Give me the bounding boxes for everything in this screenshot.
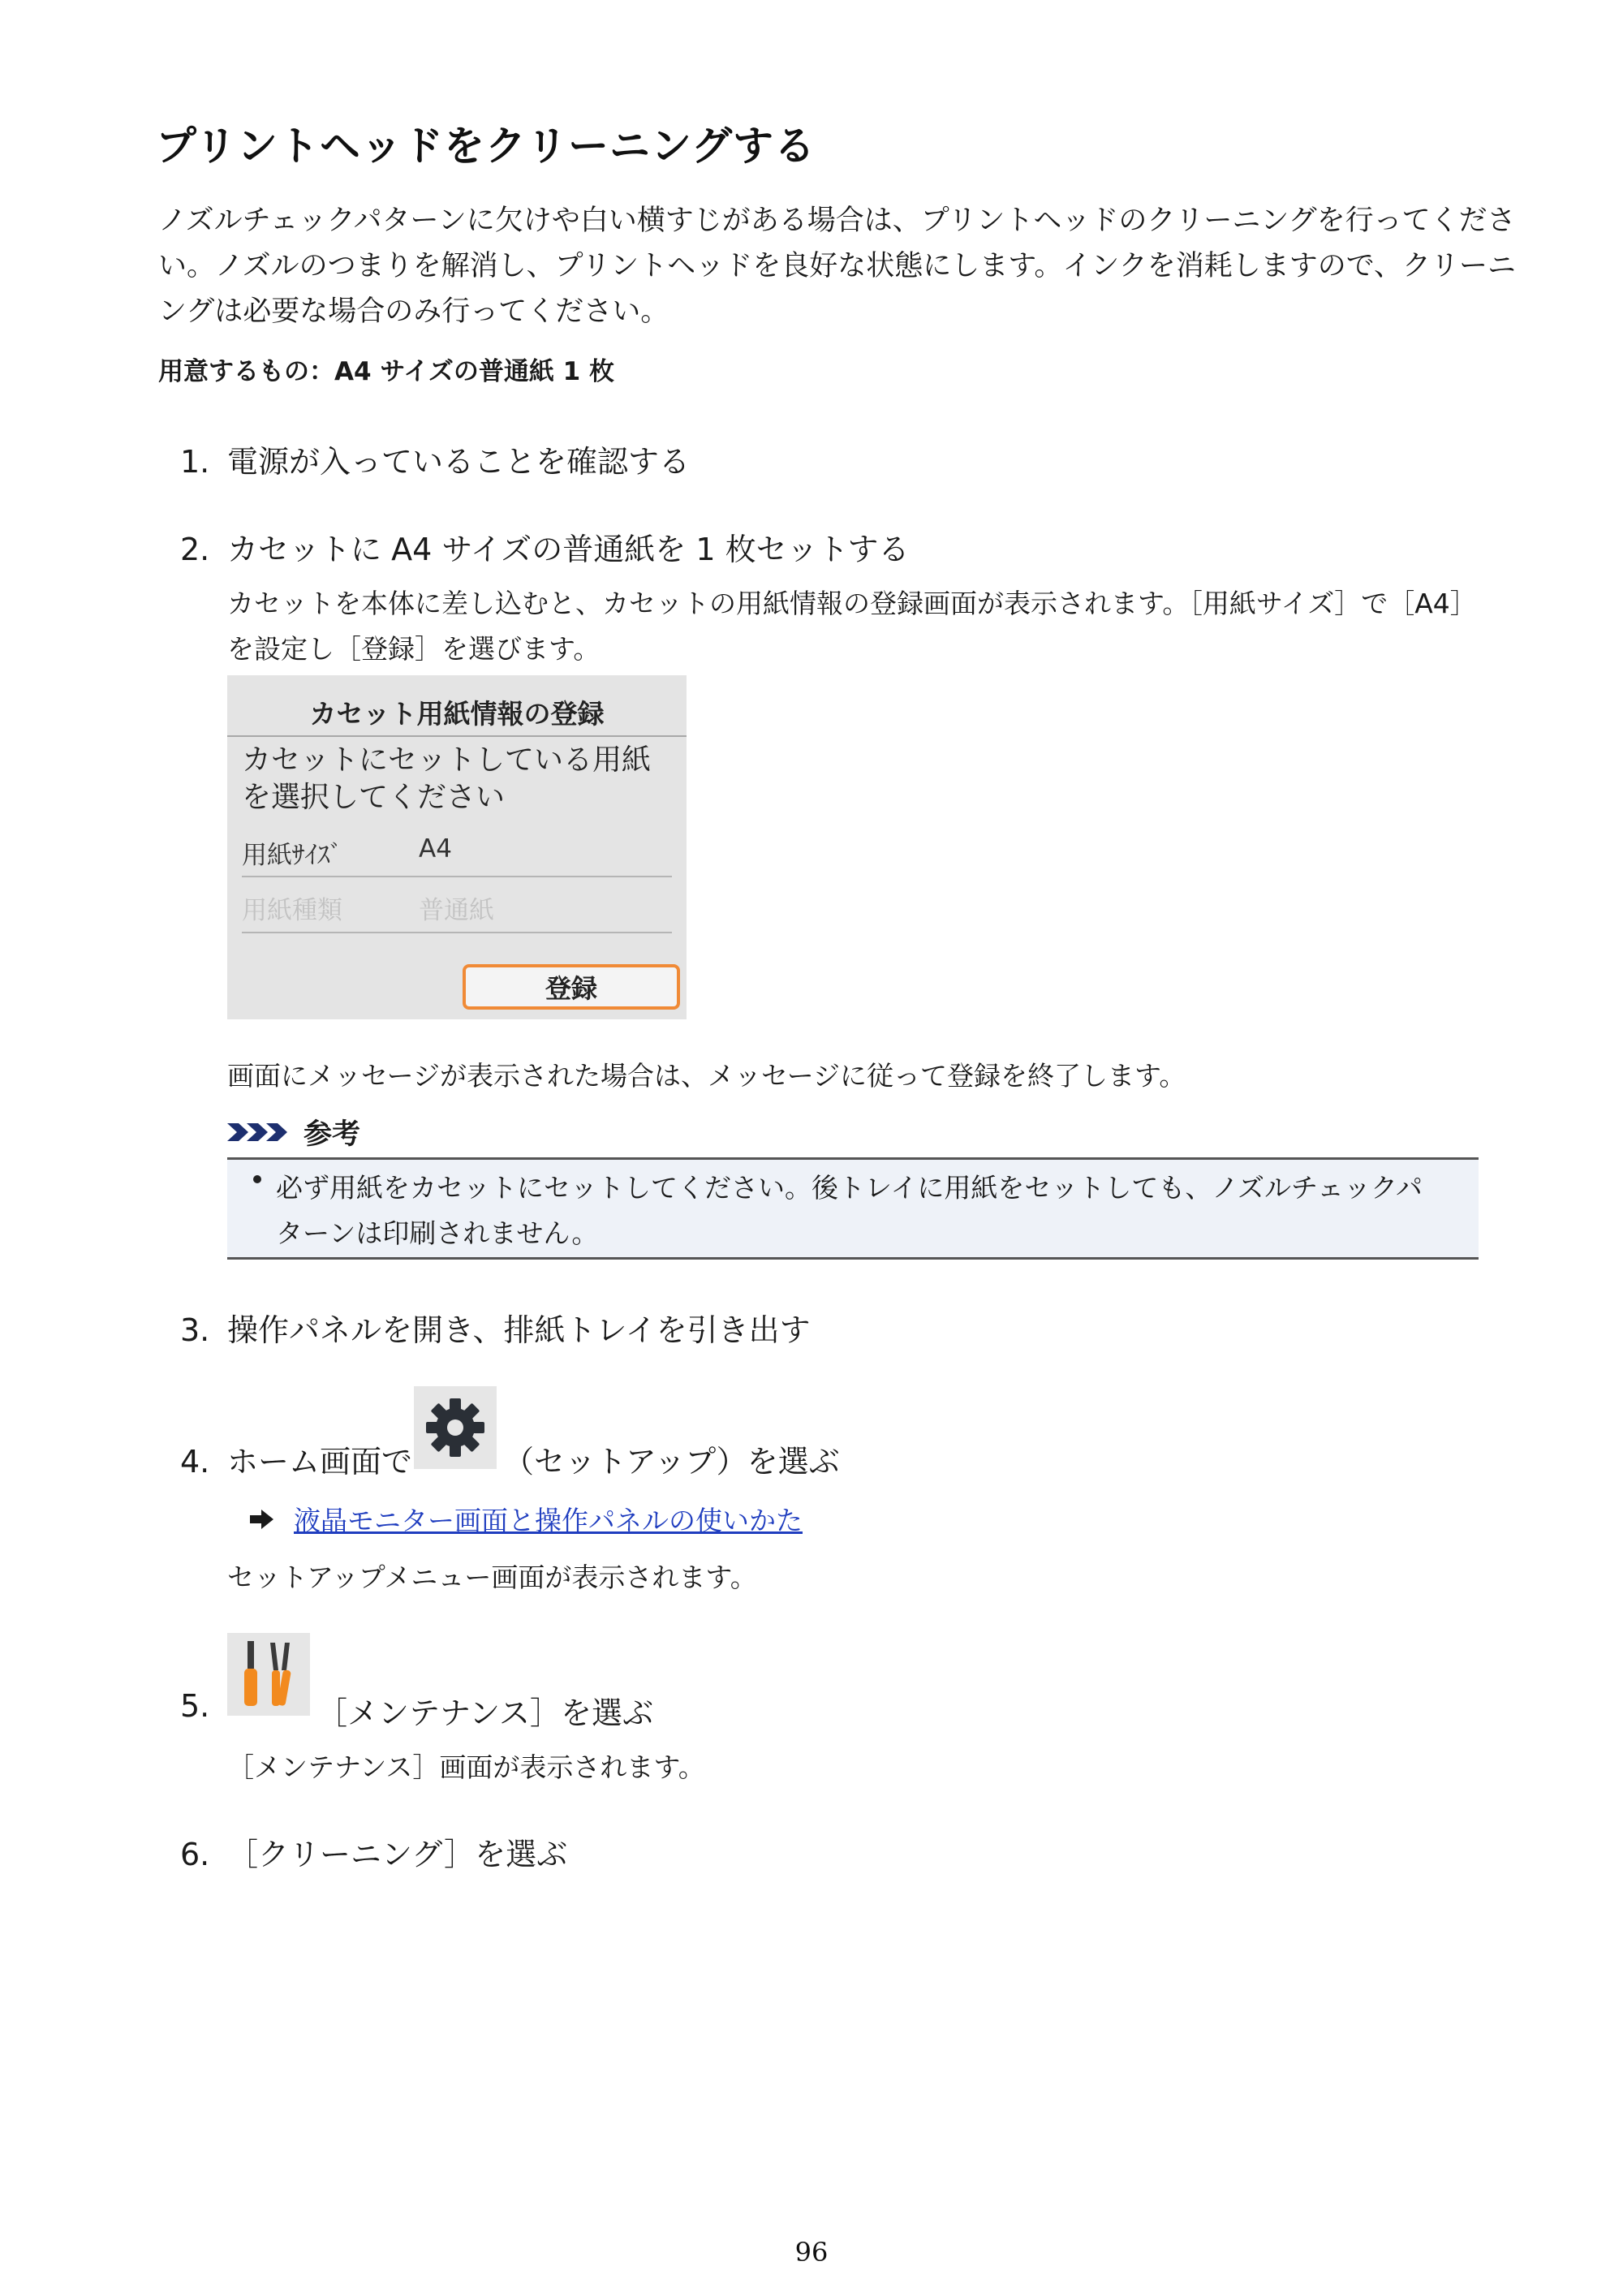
lcd-type-value: 普通紙	[419, 896, 494, 925]
reference-link-row	[250, 1500, 803, 1538]
step-number: 3.	[180, 1312, 210, 1348]
maintenance-tile[interactable]	[227, 1633, 310, 1716]
setup-gear-tile[interactable]	[414, 1386, 497, 1469]
intro-line: ノズルチェックパターンに欠けや白い横すじがある場合は、プリントヘッドのクリーニングを行ってくださ	[158, 205, 1516, 237]
note-heading	[227, 1112, 360, 1152]
lcd-divider	[242, 876, 672, 877]
step-2-after: 画面にメッセージが表示された場合は、メッセージに従って登録を終了します。	[227, 1060, 1186, 1092]
lcd-panel-guide-link[interactable]: 液晶モニター画面と操作パネルの使いかた	[294, 1505, 803, 1536]
lcd-register-button[interactable]: 登録	[463, 964, 680, 1010]
triple-chevron-icon	[227, 1120, 292, 1144]
step-4-description: セットアップメニュー画面が表示されます。	[227, 1562, 757, 1593]
step-text: 操作パネルを開き、排紙トレイを引き出す	[227, 1312, 811, 1348]
tools-icon	[236, 1638, 301, 1711]
step-number: 4.	[180, 1444, 210, 1480]
step-5-description: ［メンテナンス］画面が表示されます。	[227, 1751, 705, 1783]
lcd-type-label: 用紙種類	[242, 896, 342, 925]
lcd-message-line: カセットにセットしている用紙	[242, 743, 652, 777]
step-text: ホーム画面で	[227, 1444, 413, 1480]
note-line: ターンは印刷されません。	[276, 1217, 599, 1249]
step-number: 2.	[180, 532, 210, 567]
note-heading-label: 参考	[304, 1118, 361, 1151]
intro-line: い。ノズルのつまりを解消し、プリントヘッドを良好な状態にします。インクを消耗しますので、クリーニ	[158, 250, 1517, 282]
lcd-title: カセット用紙情報の登録	[309, 698, 605, 730]
lcd-message	[242, 742, 651, 816]
lcd-message-line: を選択してください	[242, 781, 506, 814]
page-title: プリントヘッドをクリーニングする	[156, 123, 816, 170]
lcd-screen	[227, 675, 687, 1019]
bullet	[253, 1175, 261, 1183]
step-number: 6.	[180, 1837, 210, 1872]
step-2-description	[227, 581, 1477, 672]
step-1	[180, 437, 690, 481]
intro-paragraph	[158, 198, 1517, 334]
step-5	[180, 1688, 227, 1724]
lcd-divider	[227, 735, 687, 737]
intro-line: ングは必要な場合のみ行ってください。	[158, 295, 669, 328]
step-4	[180, 1437, 412, 1481]
step-4-suffix: （セットアップ）を選ぶ	[503, 1444, 840, 1480]
step-text: ［クリーニング］を選ぶ	[227, 1837, 568, 1872]
step-5-text: ［メンテナンス］を選ぶ	[316, 1695, 653, 1731]
description-line: を設定し［登録］を選びます。	[227, 633, 601, 665]
step-number: 5.	[180, 1688, 210, 1724]
lcd-size-value[interactable]: A4	[419, 834, 452, 864]
step-text: 電源が入っていることを確認する	[227, 444, 691, 480]
preparation-text: 用意するもの：A4 サイズの普通紙 1 枚	[158, 357, 615, 386]
step-3	[180, 1305, 811, 1350]
step-number: 1.	[180, 444, 210, 480]
step-2	[180, 524, 910, 569]
gear-icon	[423, 1395, 488, 1460]
step-6	[180, 1829, 567, 1874]
lcd-divider	[242, 932, 672, 933]
lcd-size-label: 用紙ｻｲｽﾞ	[242, 841, 342, 870]
step-text: カセットに A4 サイズの普通紙を 1 枚セットする	[227, 532, 910, 567]
arrow-right-icon	[250, 1509, 274, 1530]
description-line: カセットを本体に差し込むと、カセットの用紙情報の登録画面が表示されます。［用紙サイズ］で［A4］	[227, 588, 1477, 619]
note-line: 必ず用紙をカセットにセットしてください。後トレイに用紙をセットしても、ノズルチェックパ	[276, 1172, 1423, 1204]
page-number: 96	[794, 2237, 829, 2268]
note-text	[276, 1165, 1423, 1256]
